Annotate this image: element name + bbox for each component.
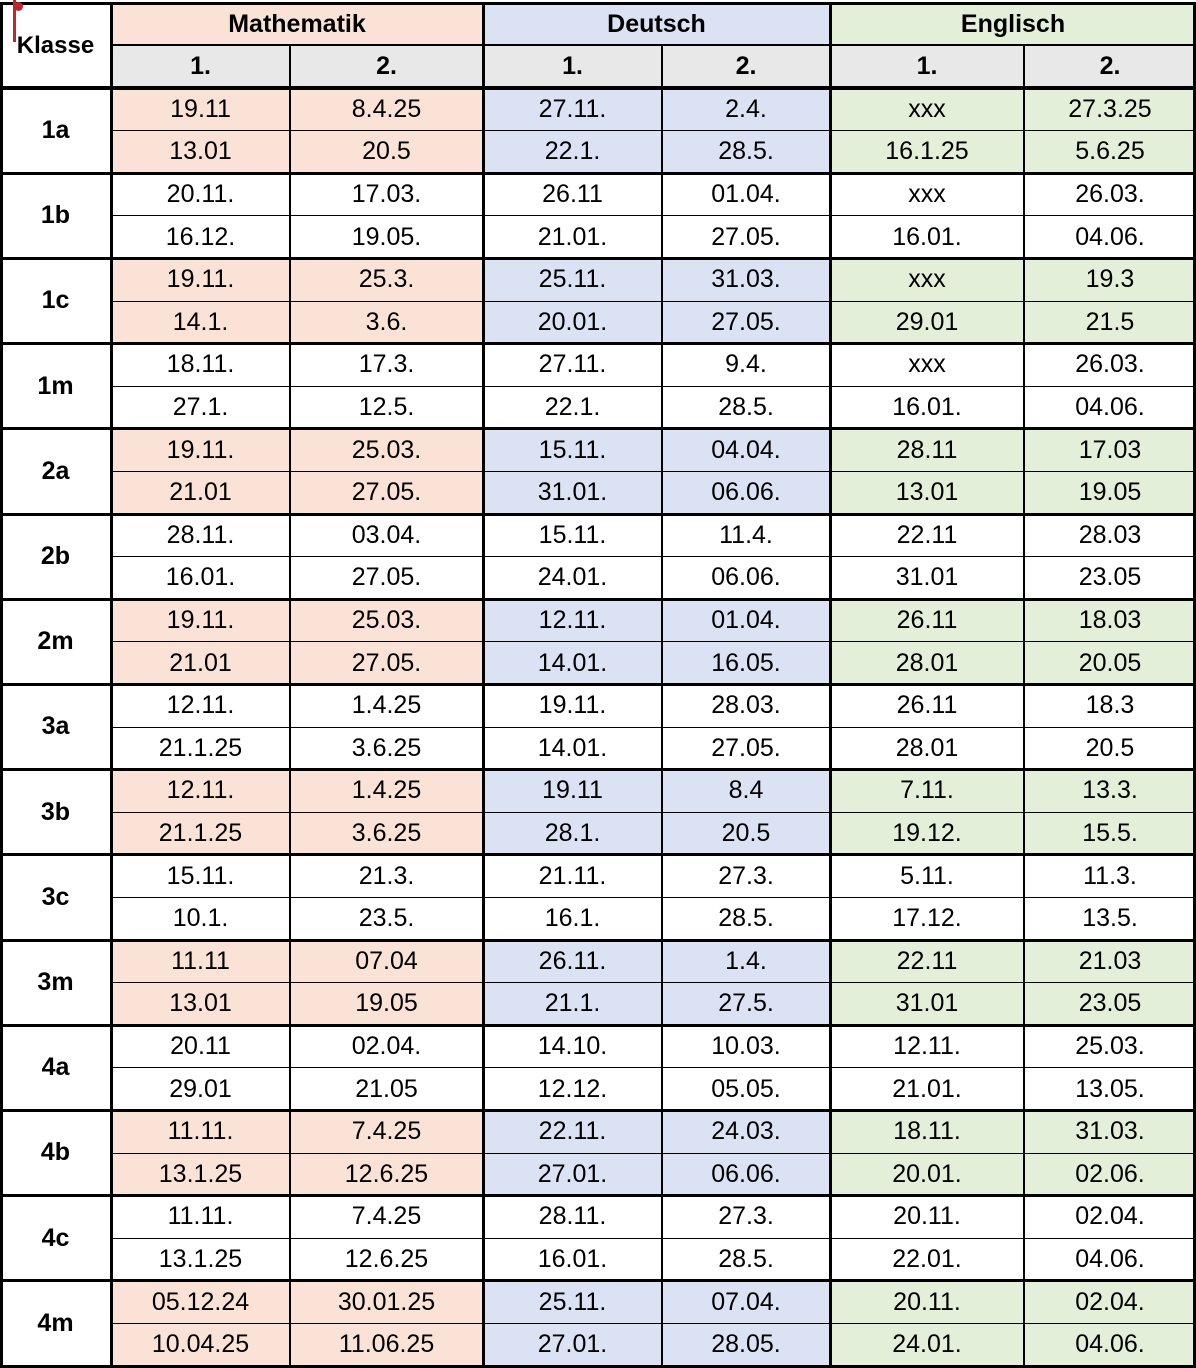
grid-line (111, 1153, 1196, 1154)
date-cell: 21.01. (483, 216, 662, 259)
grid-line (0, 683, 1196, 686)
date-cell: 28.5. (662, 897, 830, 940)
date-cell: 19.05 (1024, 471, 1196, 514)
date-cell: 27.11. (483, 88, 662, 131)
date-cell: 12.11. (830, 1025, 1024, 1068)
date-cell: 02.04. (1024, 1281, 1196, 1324)
grid-line (111, 812, 1196, 813)
comment-marker-icon (13, 0, 16, 42)
test-number-header: 1. (111, 45, 290, 88)
date-cell: 07.04. (662, 1281, 830, 1324)
date-cell: 01.04. (662, 173, 830, 216)
date-cell: 3.6.25 (290, 727, 483, 770)
date-cell: 07.04 (290, 940, 483, 983)
grid-line (0, 1109, 1196, 1112)
date-cell: 25.03. (1024, 1025, 1196, 1068)
date-cell: 05.05. (662, 1068, 830, 1111)
date-cell: 21.11. (483, 855, 662, 898)
grid-line (110, 3, 113, 1366)
date-cell: 24.01. (830, 1323, 1024, 1366)
grid-line (0, 939, 1196, 942)
grid-line (111, 641, 1196, 642)
date-cell: 29.01 (111, 1068, 290, 1111)
date-cell: 14.1. (111, 301, 290, 344)
date-cell: 16.01. (830, 216, 1024, 259)
date-cell: 31.01 (830, 557, 1024, 600)
date-cell: 28.03 (1024, 514, 1196, 557)
grid-line (0, 2, 1196, 5)
date-cell: 13.01 (830, 471, 1024, 514)
test-number-header: 2. (662, 45, 830, 88)
date-cell: 13.5. (1024, 897, 1196, 940)
date-cell: 13.1.25 (111, 1153, 290, 1196)
date-cell: 21.01 (111, 642, 290, 685)
class-label-1b: 1b (40, 201, 71, 230)
date-cell: 13.01 (111, 131, 290, 174)
date-cell: 21.1.25 (111, 812, 290, 855)
date-cell: 16.12. (111, 216, 290, 259)
date-cell: 26.03. (1024, 344, 1196, 387)
date-cell: 27.11. (483, 344, 662, 387)
grid-line (0, 3, 3, 1366)
date-cell: 5.11. (830, 855, 1024, 898)
date-cell: 25.11. (483, 1281, 662, 1324)
date-cell: 19.11. (111, 258, 290, 301)
date-cell: 25.03. (290, 599, 483, 642)
class-label-3m: 3m (37, 968, 74, 997)
date-cell: 05.12.24 (111, 1281, 290, 1324)
date-cell: 27.05. (662, 727, 830, 770)
date-cell: 10.1. (111, 897, 290, 940)
date-cell: 21.5 (1024, 301, 1196, 344)
date-cell: 19.11 (483, 770, 662, 813)
date-cell: 27.01. (483, 1323, 662, 1366)
date-cell: 3.6. (290, 301, 483, 344)
date-cell: 21.05 (290, 1068, 483, 1111)
test-number-header: 1. (830, 45, 1024, 88)
date-cell: 17.3. (290, 344, 483, 387)
date-cell: 22.01. (830, 1238, 1024, 1281)
date-cell: 20.5 (1024, 727, 1196, 770)
grid-line (0, 598, 1196, 601)
grid-line (0, 1024, 1196, 1027)
date-cell: 22.11 (830, 940, 1024, 983)
date-cell: 22.11 (830, 514, 1024, 557)
grid-line (111, 215, 1196, 216)
date-cell: 18.03 (1024, 599, 1196, 642)
grid-line (0, 427, 1196, 430)
grid-line (289, 45, 291, 1366)
grid-line (0, 1194, 1196, 1197)
date-cell: 20.5 (662, 812, 830, 855)
date-cell: 12.11. (483, 599, 662, 642)
grid-line (0, 86, 1196, 90)
date-cell: 27.3. (662, 1196, 830, 1239)
class-label-2b: 2b (40, 542, 71, 571)
date-cell: 21.1. (483, 983, 662, 1026)
date-cell: 06.06. (662, 471, 830, 514)
class-label-2a: 2a (41, 456, 70, 485)
date-cell: 04.06. (1024, 1238, 1196, 1281)
class-label-4m: 4m (37, 1308, 74, 1337)
date-cell: 14.01. (483, 727, 662, 770)
date-cell: 27.05. (290, 471, 483, 514)
date-cell: 27.05. (290, 557, 483, 600)
date-cell: 28.01 (830, 642, 1024, 685)
date-cell: 27.3. (662, 855, 830, 898)
grid-line (111, 727, 1196, 728)
date-cell: 15.11. (483, 429, 662, 472)
date-cell: 27.1. (111, 386, 290, 429)
date-cell: 7.4.25 (290, 1196, 483, 1239)
test-number-header: 2. (290, 45, 483, 88)
date-cell: 26.11 (830, 684, 1024, 727)
date-cell: 28.1. (483, 812, 662, 855)
grid-line (0, 172, 1196, 175)
date-cell: 01.04. (662, 599, 830, 642)
date-cell: 21.01. (830, 1068, 1024, 1111)
date-cell: 30.01.25 (290, 1281, 483, 1324)
class-label-1c: 1c (41, 286, 70, 315)
date-cell: 17.03. (290, 173, 483, 216)
date-cell: 02.04. (1024, 1196, 1196, 1239)
date-cell: 25.3. (290, 258, 483, 301)
date-cell: 04.06. (1024, 386, 1196, 429)
grid-line (0, 513, 1196, 516)
date-cell: 20.01. (483, 301, 662, 344)
date-cell: 19.11. (111, 429, 290, 472)
date-cell: 20.11. (830, 1196, 1024, 1239)
date-cell: 06.06. (662, 1153, 830, 1196)
class-label-4a: 4a (41, 1053, 70, 1082)
date-cell: 11.3. (1024, 855, 1196, 898)
date-cell: 20.05 (1024, 642, 1196, 685)
date-cell: 11.06.25 (290, 1323, 483, 1366)
date-cell: 28.11 (830, 429, 1024, 472)
date-cell: 26.11. (483, 940, 662, 983)
date-cell: 1.4.25 (290, 684, 483, 727)
date-cell: 20.11 (111, 1025, 290, 1068)
grid-line (111, 1238, 1196, 1239)
date-cell: 20.11. (111, 173, 290, 216)
date-cell: 12.6.25 (290, 1238, 483, 1281)
test-number-header: 2. (1024, 45, 1196, 88)
date-cell: 28.11. (483, 1196, 662, 1239)
date-cell: 03.04. (290, 514, 483, 557)
grid-line (0, 1365, 1196, 1368)
class-label-3a: 3a (41, 712, 70, 741)
date-cell: 16.05. (662, 642, 830, 685)
date-cell: 04.06. (1024, 1323, 1196, 1366)
date-cell: 9.4. (662, 344, 830, 387)
date-cell: 15.11. (483, 514, 662, 557)
date-cell: 28.5. (662, 386, 830, 429)
date-cell: 18.3 (1024, 684, 1196, 727)
date-cell: xxx (830, 258, 1024, 301)
date-cell: 12.6.25 (290, 1153, 483, 1196)
date-cell: 12.5. (290, 386, 483, 429)
date-cell: xxx (830, 173, 1024, 216)
date-cell: 19.11. (483, 684, 662, 727)
date-cell: 16.1. (483, 897, 662, 940)
date-cell: 31.01 (830, 983, 1024, 1026)
date-cell: 31.01. (483, 471, 662, 514)
date-cell: 19.11. (111, 599, 290, 642)
date-cell: 7.4.25 (290, 1110, 483, 1153)
klasse-header: Klasse (16, 31, 95, 59)
grid-line (111, 301, 1196, 302)
date-cell: 17.12. (830, 897, 1024, 940)
date-cell: 7.11. (830, 770, 1024, 813)
date-cell: 28.11. (111, 514, 290, 557)
date-cell: 5.6.25 (1024, 131, 1196, 174)
date-cell: 3.6.25 (290, 812, 483, 855)
date-cell: 12.12. (483, 1068, 662, 1111)
date-cell: 04.06. (1024, 216, 1196, 259)
date-cell: 24.03. (662, 1110, 830, 1153)
subject-header-mathematik: Mathematik (111, 3, 483, 45)
date-cell: 19.11 (111, 88, 290, 131)
date-cell: xxx (830, 88, 1024, 131)
date-cell: 27.3.25 (1024, 88, 1196, 131)
date-cell: 29.01 (830, 301, 1024, 344)
date-cell: 13.3. (1024, 770, 1196, 813)
date-cell: 25.03. (290, 429, 483, 472)
date-cell: 02.04. (290, 1025, 483, 1068)
date-cell: 8.4 (662, 770, 830, 813)
date-cell: 18.11. (830, 1110, 1024, 1153)
grid-line (111, 386, 1196, 387)
date-cell: 11.11. (111, 1196, 290, 1239)
class-label-2m: 2m (37, 627, 74, 656)
date-cell: 26.11 (483, 173, 662, 216)
date-cell: 16.01. (111, 557, 290, 600)
grid-line (111, 897, 1196, 898)
grid-line (0, 853, 1196, 856)
date-cell: 13.01 (111, 983, 290, 1026)
date-cell: 16.01. (830, 386, 1024, 429)
date-cell: 20.01. (830, 1153, 1024, 1196)
date-cell: 10.04.25 (111, 1323, 290, 1366)
date-cell: 31.03. (662, 258, 830, 301)
grid-line (0, 768, 1196, 771)
class-label-3c: 3c (41, 882, 70, 911)
date-cell: 15.11. (111, 855, 290, 898)
grid-line (111, 982, 1196, 983)
date-cell: 27.05. (290, 642, 483, 685)
date-cell: 28.03. (662, 684, 830, 727)
date-cell: 14.10. (483, 1025, 662, 1068)
date-cell: 31.03. (1024, 1110, 1196, 1153)
date-cell: xxx (830, 344, 1024, 387)
date-cell: 26.03. (1024, 173, 1196, 216)
grid-line (111, 1067, 1196, 1068)
date-cell: 28.5. (662, 131, 830, 174)
date-cell: 23.5. (290, 897, 483, 940)
class-label-4b: 4b (40, 1138, 71, 1167)
grid-line (661, 45, 663, 1366)
date-cell: 21.01 (111, 471, 290, 514)
date-cell: 24.01. (483, 557, 662, 600)
date-cell: 19.12. (830, 812, 1024, 855)
date-cell: 27.5. (662, 983, 830, 1026)
date-cell: 20.11. (830, 1281, 1024, 1324)
date-cell: 11.4. (662, 514, 830, 557)
date-cell: 16.01. (483, 1238, 662, 1281)
grid-line (0, 342, 1196, 345)
date-cell: 04.04. (662, 429, 830, 472)
grid-line (1023, 45, 1025, 1366)
date-cell: 20.5 (290, 131, 483, 174)
date-cell: 26.11 (830, 599, 1024, 642)
date-cell: 28.01 (830, 727, 1024, 770)
test-number-header: 1. (483, 45, 662, 88)
date-cell: 11.11 (111, 940, 290, 983)
date-cell: 27.05. (662, 301, 830, 344)
date-cell: 22.1. (483, 386, 662, 429)
grid-line (111, 471, 1196, 472)
grid-line (0, 257, 1196, 260)
subject-header-englisch: Englisch (830, 3, 1196, 45)
date-cell: 11.11. (111, 1110, 290, 1153)
date-cell: 1.4.25 (290, 770, 483, 813)
date-cell: 19.05. (290, 216, 483, 259)
date-cell: 22.11. (483, 1110, 662, 1153)
date-cell: 16.1.25 (830, 131, 1024, 174)
date-cell: 18.11. (111, 344, 290, 387)
date-cell: 27.01. (483, 1153, 662, 1196)
date-cell: 13.05. (1024, 1068, 1196, 1111)
date-cell: 19.05 (290, 983, 483, 1026)
date-cell: 10.03. (662, 1025, 830, 1068)
date-cell: 14.01. (483, 642, 662, 685)
date-cell: 19.3 (1024, 258, 1196, 301)
date-cell: 06.06. (662, 557, 830, 600)
date-cell: 21.3. (290, 855, 483, 898)
grid-line (111, 556, 1196, 557)
date-cell: 27.05. (662, 216, 830, 259)
date-cell: 28.5. (662, 1238, 830, 1281)
class-label-4c: 4c (41, 1223, 70, 1252)
date-cell: 15.5. (1024, 812, 1196, 855)
date-cell: 02.06. (1024, 1153, 1196, 1196)
class-label-1a: 1a (41, 116, 70, 145)
date-cell: 23.05 (1024, 557, 1196, 600)
grid-line (829, 3, 832, 1366)
grid-line (482, 3, 485, 1366)
subject-header-deutsch: Deutsch (483, 3, 830, 45)
date-cell: 12.11. (111, 684, 290, 727)
date-cell: 2.4. (662, 88, 830, 131)
date-cell: 25.11. (483, 258, 662, 301)
date-cell: 17.03 (1024, 429, 1196, 472)
date-cell: 13.1.25 (111, 1238, 290, 1281)
date-cell: 1.4. (662, 940, 830, 983)
date-cell: 23.05 (1024, 983, 1196, 1026)
date-cell: 21.03 (1024, 940, 1196, 983)
grid-line (111, 130, 1196, 131)
grid-line (111, 1323, 1196, 1324)
date-cell: 21.1.25 (111, 727, 290, 770)
grid-line (111, 44, 1196, 46)
date-cell: 22.1. (483, 131, 662, 174)
grid-line (0, 1279, 1196, 1282)
date-cell: 12.11. (111, 770, 290, 813)
date-cell: 28.05. (662, 1323, 830, 1366)
date-cell: 8.4.25 (290, 88, 483, 131)
class-label-1m: 1m (37, 371, 74, 400)
class-label-3b: 3b (40, 797, 71, 826)
